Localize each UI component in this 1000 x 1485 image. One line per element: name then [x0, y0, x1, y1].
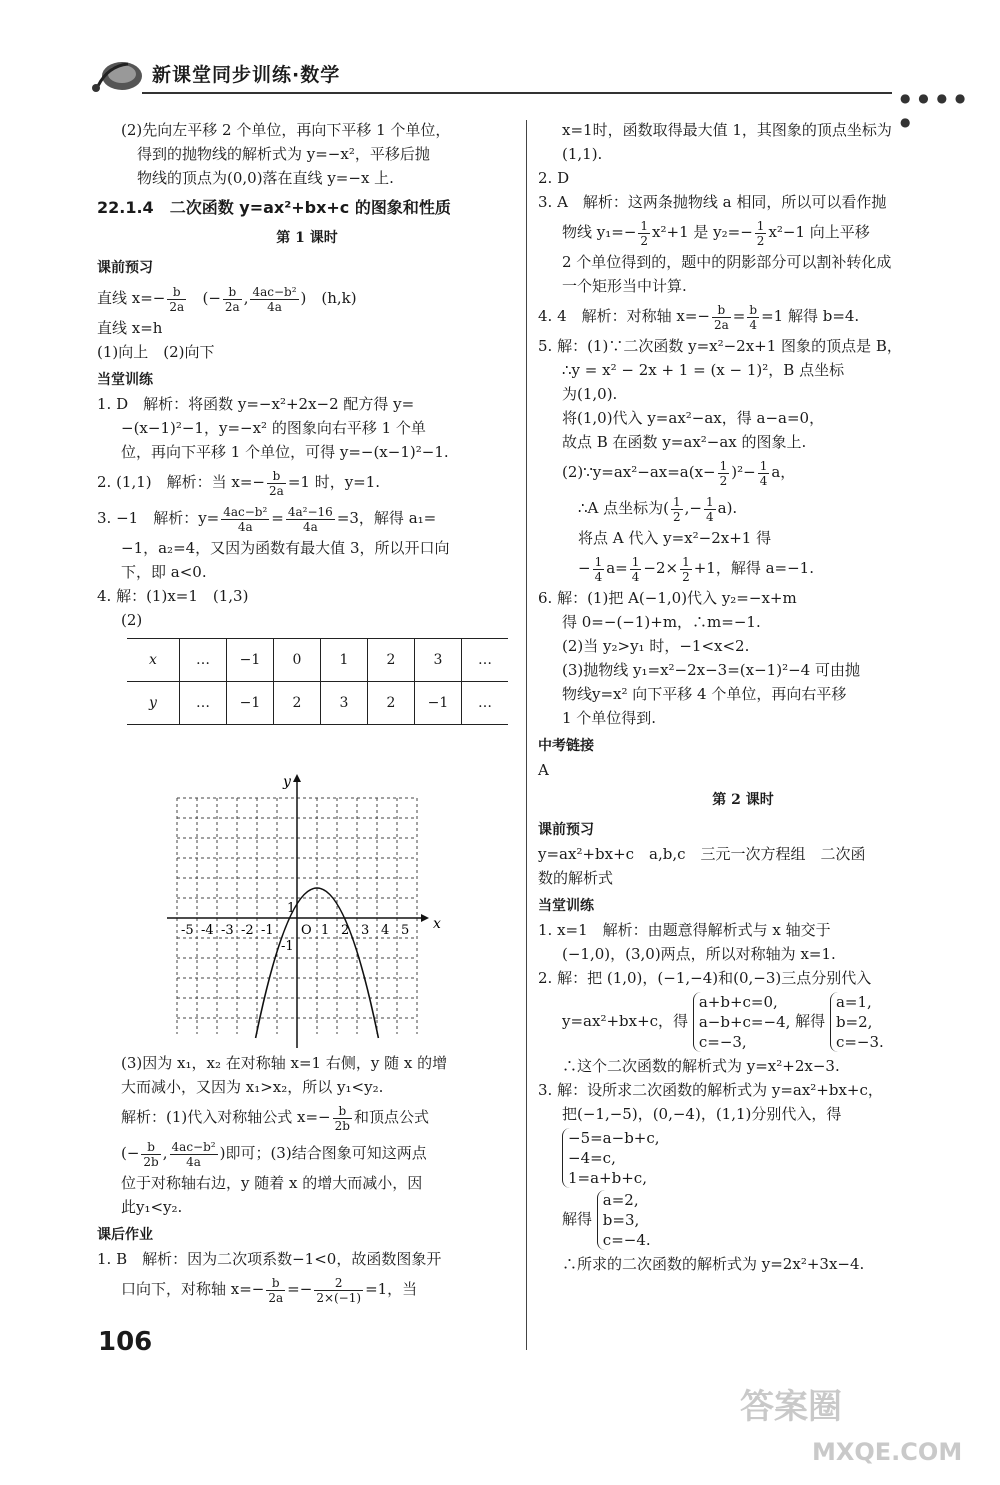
equation: 1=a+b+c,: [568, 1169, 647, 1187]
text-line: ∴这个二次函数的解析式为 y=x²+2x−3.: [562, 1057, 840, 1075]
equation-line: [538, 992, 948, 1052]
x-axis-arrow-icon: [421, 914, 429, 922]
equation: a−b+c=−4,: [698, 1013, 791, 1031]
text-line: (1,1).: [562, 145, 603, 163]
subheading-class: 当堂训练: [97, 372, 153, 388]
text-line: [97, 464, 517, 500]
subheading-homework: 课后作业: [97, 1227, 153, 1243]
text-line: 3. A 解析：这两条抛物线 a 相同，所以可以看作抛: [538, 193, 887, 211]
text: a，: [771, 463, 796, 481]
text: 2. (1,1) 解析：当 x=−: [97, 473, 266, 491]
numerator: 1: [705, 494, 714, 509]
fraction: [593, 555, 605, 584]
fraction: [221, 505, 269, 534]
tick-label: 1: [321, 923, 330, 938]
table-cell: 3: [415, 639, 462, 682]
denominator: 2: [719, 473, 728, 488]
table-cell: 1: [321, 639, 368, 682]
table-cell: …: [180, 639, 227, 682]
text-line: 2 个单位得到的，题中的阴影部分可以割补转化成: [562, 253, 892, 271]
text: +1，解得 a=−1.: [693, 559, 814, 577]
numerator: 2: [314, 1276, 363, 1291]
table-cell: 0: [274, 639, 321, 682]
numerator: 4a²−16: [287, 504, 333, 519]
fraction: [170, 1140, 218, 1169]
text-line: 4. 解：(1)x=1 (1,3): [97, 587, 249, 605]
equation-system: [562, 1128, 660, 1188]
table-cell: −1: [415, 682, 462, 725]
page-header: [88, 56, 968, 129]
text-line: (2)先向左平移 2 个单位，再向下平移 1 个单位，: [121, 121, 451, 139]
section-title: 22.1.4 二次函数 y=ax²+bx+c 的图象和性质: [97, 198, 451, 217]
fraction: [250, 285, 298, 314]
text-line: 1. x=1 解析：由题意得解析式与 x 轴交于: [538, 921, 831, 939]
equation: c=−3.: [835, 1033, 884, 1051]
text: x²−1 向上平移: [768, 223, 870, 241]
text-line: 得到的抛物线的解析式为 y=−x²，平移后抛: [137, 145, 430, 163]
text-line: −1，a₂=4，又因为函数有最大值 3，所以开口向: [121, 539, 450, 557]
text-line: 为(1,0).: [562, 385, 618, 403]
denominator: 2a: [714, 317, 729, 332]
text-line: 6. 解：(1)把 A(−1,0)代入 y₂=−x+m: [538, 589, 797, 607]
text: ,: [243, 289, 249, 307]
text-line: (−1,0)，(3,0)两点，所以对称轴为 x=1.: [562, 945, 836, 963]
text: =3，解得 a₁=: [336, 509, 437, 527]
text-line: x=1时，函数取得最大值 1，其图象的顶点坐标为: [562, 121, 892, 139]
watermark: 答案圈: [740, 1387, 842, 1427]
subheading-class: 当堂训练: [538, 898, 594, 914]
fraction: [671, 495, 683, 524]
table-cell: −1: [227, 682, 274, 725]
text-line: 此y₁<y₂.: [121, 1198, 183, 1216]
equation-line: [538, 1190, 948, 1250]
numerator: b: [266, 1276, 285, 1291]
fraction: [141, 1140, 160, 1169]
lesson-title: 第 1 课时: [276, 230, 338, 246]
text: a=: [606, 559, 628, 577]
equation-system: [693, 992, 791, 1052]
denominator: 2: [682, 569, 690, 584]
denominator: 4: [705, 509, 714, 524]
fraction: [638, 219, 650, 248]
text: 解得: [562, 1210, 593, 1228]
fraction: [630, 555, 642, 584]
fraction: [704, 495, 716, 524]
page-number: 106: [98, 1327, 153, 1357]
fraction: [718, 459, 730, 488]
tick-label: -1: [281, 939, 294, 954]
text: =1，当: [365, 1280, 418, 1298]
equation: b=2,: [835, 1013, 873, 1031]
denominator: 4: [749, 317, 758, 332]
equation-line: [538, 1128, 948, 1188]
table-row: [127, 682, 508, 725]
denominator: 4a: [237, 519, 253, 534]
text-line: 物线y=x² 向下平移 4 个单位，再向右平移: [562, 685, 847, 703]
text: −2×: [643, 559, 679, 577]
equation-system: [597, 1190, 651, 1250]
denominator: 2b: [143, 1154, 159, 1169]
text-line: 故点 B 在函数 y=ax²−ax 的图象上.: [562, 433, 807, 451]
right-column: [538, 118, 948, 1276]
denominator: 4: [631, 569, 640, 584]
text-line: 位，再向下平移 1 个单位，可得 y=−(x−1)²−1.: [121, 443, 449, 461]
book-logo-icon: [88, 56, 144, 96]
text-line: 位于对称轴右边，y 随着 x 的增大而减小，因: [121, 1174, 423, 1192]
text: x²+1 是 y₂=−: [652, 223, 753, 241]
y-axis-arrow-icon: [293, 774, 301, 782]
tick-label: -2: [241, 923, 254, 938]
table-cell: −1: [227, 639, 274, 682]
numerator: b: [333, 1104, 352, 1119]
text-line: 得 0=−(−1)+m，∴m=−1.: [562, 613, 761, 631]
table-cell: y: [127, 682, 180, 725]
text: ,: [162, 1144, 168, 1162]
denominator: 4: [759, 473, 768, 488]
header-dots: ● ● ● ● ●: [900, 91, 968, 129]
numerator: 4ac−b²: [252, 284, 297, 299]
numerator: 1: [594, 554, 603, 569]
fraction: [286, 505, 335, 534]
subheading-preview: 课前预习: [97, 260, 153, 276]
equation-system: [830, 992, 884, 1052]
fraction: [747, 303, 759, 332]
text-line: ∴所求的二次函数的解析式为 y=2x²+3x−4.: [562, 1255, 865, 1273]
text-line: 把(−1,−5)，(0,−4)，(1,1)分别代入，得: [562, 1105, 842, 1123]
text: ∴A 点坐标为(: [578, 499, 669, 517]
fraction: [755, 219, 767, 248]
value-table: [127, 638, 508, 725]
text-line: 物线的顶点为(0,0)落在直线 y=−x 上.: [137, 169, 394, 187]
text-line: [538, 454, 948, 490]
tick-label: -3: [221, 923, 234, 938]
text: 和顶点公式: [353, 1108, 429, 1126]
table-cell: 2: [368, 682, 415, 725]
equation: −5=a−b+c,: [568, 1129, 660, 1147]
text: −: [578, 559, 591, 577]
text-line: [97, 1135, 517, 1171]
equation: a=2,: [602, 1191, 639, 1209]
origin-label: O: [301, 923, 312, 938]
numerator: 1: [682, 554, 690, 569]
table-cell: …: [462, 639, 509, 682]
denominator: 4a: [302, 519, 318, 534]
denominator: 2×(−1): [316, 1290, 362, 1305]
text-line: −(x−1)²−1，y=−x² 的图象向右平移 1 个单: [121, 419, 426, 437]
text-line: [97, 1099, 517, 1135]
text-line: 一个矩形当中计算.: [562, 277, 687, 295]
text-line: 1 个单位得到.: [562, 709, 657, 727]
text: =−: [287, 1280, 313, 1298]
numerator: 1: [719, 458, 728, 473]
watermark-url: MXQE.COM: [812, 1438, 963, 1466]
denominator: 2a: [269, 483, 284, 498]
text-line: 3. 解：设所求二次函数的解析式为 y=ax²+bx+c，: [538, 1081, 883, 1099]
y-axis-label: y: [283, 774, 291, 790]
tick-label: 4: [381, 923, 390, 938]
text-line: (1)向上 (2)向下: [97, 343, 215, 361]
text-line: 将(1,0)代入 y=ax²−ax，得 a−a=0，: [562, 409, 825, 427]
text-line: (2)当 y₂>y₁ 时，−1<x<2.: [562, 637, 750, 655]
text-line: [538, 490, 948, 526]
text: )即可；(3)结合图象可知这两点: [219, 1144, 427, 1162]
equation: a=1,: [835, 993, 872, 1011]
denominator: 4: [594, 569, 603, 584]
text: (−: [202, 289, 221, 307]
text-line: (3)抛物线 y₁=x²−2x−3=(x−1)²−4 可由抛: [562, 661, 860, 679]
subheading-preview: 课前预习: [538, 822, 594, 838]
equation: −4=c,: [568, 1149, 616, 1167]
fraction: [167, 285, 186, 314]
numerator: b: [712, 303, 731, 318]
fraction: [266, 1276, 285, 1305]
text: y=ax²+bx+c，得: [562, 1012, 689, 1030]
denominator: 2: [673, 509, 681, 524]
text: 物线 y₁=−: [562, 223, 637, 241]
text: (2)∵y=ax²−ax=a(x−: [562, 463, 716, 481]
text-line: [538, 550, 948, 586]
denominator: 2a: [268, 1290, 284, 1305]
fraction: [333, 1104, 352, 1133]
numerator: 4ac−b²: [171, 1139, 216, 1154]
header-rule: [142, 92, 892, 94]
denominator: 2: [756, 233, 765, 248]
fraction: [680, 555, 692, 584]
text-line: y=ax²+bx+c a,b,c 三元一次方程组 二次函: [538, 845, 866, 863]
header-title: 新课堂同步训练·数学: [152, 64, 341, 86]
equation: b=3,: [602, 1211, 640, 1229]
fraction: [712, 303, 731, 332]
text: ,−: [684, 499, 702, 517]
numerator: b: [749, 302, 758, 317]
text: 解得: [795, 1012, 826, 1030]
text-line: 大而减小，又因为 x₁>x₂，所以 y₁<y₂.: [121, 1078, 384, 1096]
numerator: b: [267, 469, 286, 484]
column-divider: [526, 120, 527, 1350]
text-line: [97, 280, 517, 316]
text: 口向下，对称轴 x=−: [121, 1280, 265, 1298]
text-line: 5. 解：(1)∵二次函数 y=x²−2x+1 图象的顶点是 B，: [538, 337, 902, 355]
text-line: 下，即 a<0.: [121, 563, 207, 581]
text-line: 将点 A 代入 y=x²−2x+1 得: [578, 529, 772, 547]
denominator: 2b: [334, 1118, 350, 1133]
text-line: 1. B 解析：因为二次项系数−1<0，故函数图象开: [97, 1250, 442, 1268]
text: 4. 4 解析：对称轴 x=−: [538, 307, 710, 325]
text: 解析：(1)代入对称轴公式 x=−: [121, 1108, 331, 1126]
tick-label: 2: [341, 923, 350, 938]
numerator: 1: [631, 554, 640, 569]
text: =: [271, 509, 284, 527]
text-line: (2): [121, 611, 143, 629]
text-line: (3)因为 x₁，x₂ 在对称轴 x=1 右侧，y 随 x 的增: [121, 1054, 448, 1072]
text-line: 直线 x=h: [97, 319, 163, 337]
table-cell: 2: [274, 682, 321, 725]
numerator: b: [167, 285, 186, 300]
fraction: [758, 459, 770, 488]
table-cell: …: [180, 682, 227, 725]
tick-label: 1: [287, 901, 296, 916]
denominator: 2: [640, 233, 649, 248]
numerator: 1: [673, 494, 681, 509]
numerator: b: [223, 285, 242, 300]
text-line: 2. 解：把 (1,0)，(−1,−4)和(0,−3)三点分别代入: [538, 969, 872, 987]
numerator: b: [141, 1140, 160, 1155]
tick-label: -4: [201, 923, 214, 938]
text: =: [732, 307, 746, 325]
text-line: [538, 214, 948, 250]
text: =1 解得 b=4.: [761, 307, 860, 325]
text: =1 时，y=1.: [287, 473, 381, 491]
fraction: [223, 285, 242, 314]
text-line: A: [538, 761, 549, 779]
text: a).: [717, 499, 738, 517]
tick-label: -1: [261, 923, 274, 938]
x-axis-label: x: [433, 916, 441, 932]
denominator: 2a: [224, 299, 240, 314]
equation: c=−3,: [698, 1033, 747, 1051]
tick-label: 3: [361, 923, 370, 938]
table-row: [127, 639, 508, 682]
denominator: 2a: [169, 299, 185, 314]
table-cell: x: [127, 639, 180, 682]
denominator: 4a: [186, 1154, 201, 1169]
table-cell: 2: [368, 639, 415, 682]
denominator: 4a: [267, 299, 282, 314]
lesson-title: 第 2 课时: [712, 792, 774, 808]
numerator: 1: [640, 218, 649, 233]
table-cell: 3: [321, 682, 368, 725]
text: (−: [121, 1144, 140, 1162]
left-column: [97, 118, 517, 1307]
numerator: 1: [759, 458, 768, 473]
parabola-graph: [167, 768, 467, 1068]
text: 直线 x=−: [97, 289, 166, 307]
table-cell: …: [462, 682, 509, 725]
tick-label: -5: [181, 923, 194, 938]
fraction: [314, 1276, 363, 1305]
numerator: 4ac−b²: [223, 504, 268, 519]
text-line: 1. D 解析：将函数 y=−x²+2x−2 配方得 y=: [97, 395, 415, 413]
fraction: [267, 469, 286, 498]
text-line: 2. D: [538, 169, 570, 187]
text-line: 数的解析式: [538, 869, 614, 887]
subheading-exam: 中考链接: [538, 738, 594, 754]
text: 3. −1 解析：y=: [97, 509, 220, 527]
text-line: [97, 500, 517, 536]
text: )²−: [731, 463, 756, 481]
text-line: [538, 298, 948, 334]
text: ) (h,k): [300, 289, 357, 307]
numerator: 1: [756, 218, 765, 233]
equation: c=−4.: [602, 1231, 651, 1249]
text-line: ∴y = x² − 2x + 1 = (x − 1)²，B 点坐标: [562, 361, 845, 379]
text-line: [97, 1271, 517, 1307]
equation: a+b+c=0,: [698, 993, 778, 1011]
tick-label: 5: [401, 923, 410, 938]
